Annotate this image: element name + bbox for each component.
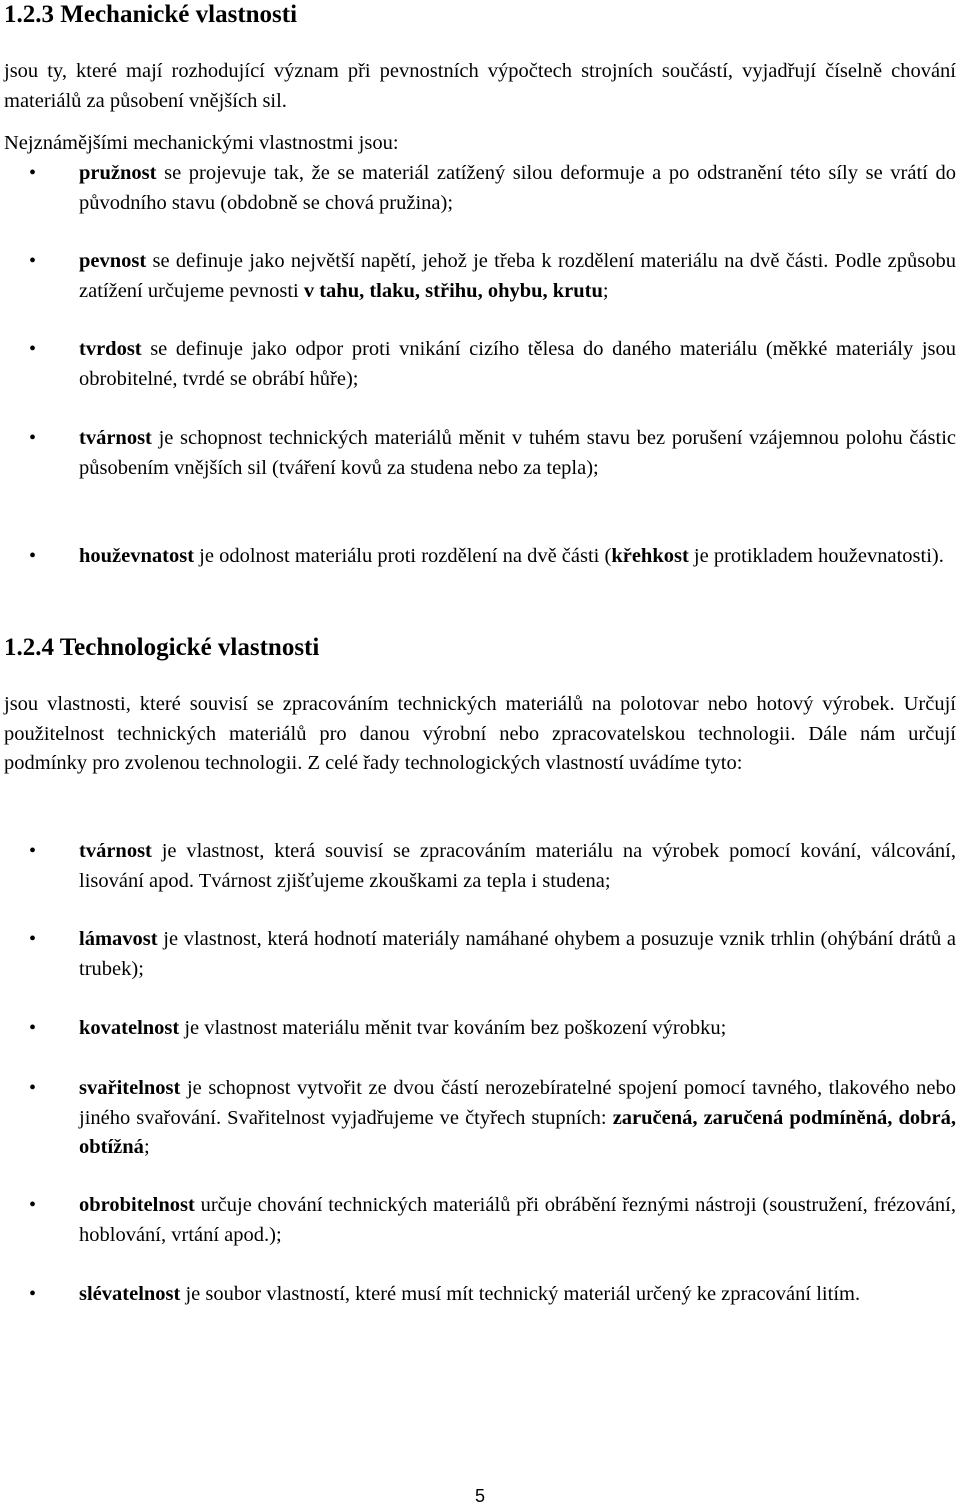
bullet-icon: •	[29, 162, 37, 184]
bullet-icon: •	[29, 840, 37, 862]
section-heading-mechanical: 1.2.3 Mechanické vlastnosti	[4, 1, 298, 28]
term: pružnost	[79, 162, 157, 184]
page-number: 5	[474, 1486, 485, 1506]
definition: je vlastnost, která hodnotí materiály namáhané ohybem a posuzuje vznik trhlin (ohýbání drátů a trubek);	[79, 928, 956, 980]
mechanical-lead: Nejznámějšími mechanickými vlastnostmi jsou:	[4, 132, 399, 154]
definition: je soubor vlastností, které musí mít technický materiál určený ke zpracování litím.	[180, 1283, 861, 1305]
bullet-icon: •	[29, 545, 37, 567]
definition: se projevuje tak, že se materiál zatížený silou deformuje a po odstranění této síly se vrátí do původního stavu (obdobně se chová pružina);	[79, 162, 956, 214]
mechanical-list-4	[4, 424, 956, 483]
brittleness-term: křehkost	[611, 545, 689, 567]
bullet-icon: •	[29, 1283, 37, 1305]
technological-list-2	[4, 925, 956, 984]
bullet-icon: •	[29, 928, 37, 950]
definition-tail: ;	[602, 279, 609, 302]
term: kovatelnost	[79, 1017, 180, 1039]
term: tvárnost	[79, 840, 152, 862]
mechanical-list	[4, 159, 956, 218]
mechanical-list-5	[4, 542, 956, 572]
list-item	[4, 1280, 956, 1310]
definition: je vlastnost materiálu měnit tvar kováním bez poškození výrobku;	[179, 1017, 727, 1039]
term: tvárnost	[79, 427, 152, 449]
mechanical-list-2	[4, 247, 956, 306]
definition: se definuje jako největší napětí, jehož je třeba k rozdělení materiálu na dvě části. Podle způsobu zatížení určujeme pevnosti	[79, 250, 956, 302]
definition: je odolnost materiálu proti rozdělení na dvě části (	[194, 545, 612, 567]
definition: je schopnost technických materiálů měnit v tuhém stavu bez porušení vzájemnou polohu částic působením vnějších sil (tváření kovů za studena nebo za tepla);	[79, 427, 956, 479]
list-item	[4, 335, 956, 394]
mechanical-intro: jsou ty, které mají rozhodující význam při pevnostních výpočtech strojních součástí, vyjadřují číselně chování materiálů za působení vnějších sil.	[4, 60, 956, 112]
list-item	[4, 542, 956, 572]
list-item	[4, 247, 956, 306]
definition: se definuje jako odpor proti vnikání cizího tělesa do daného materiálu (měkké materiály jsou obrobitelné, tvrdé se obrábí hůře);	[79, 338, 956, 390]
bullet-icon: •	[29, 1077, 37, 1099]
term: pevnost	[79, 250, 147, 272]
list-item	[4, 925, 956, 984]
technological-list-6	[4, 1280, 956, 1310]
list-item	[4, 1191, 956, 1250]
term: lámavost	[79, 928, 158, 950]
bullet-icon: •	[29, 427, 37, 449]
load-types: v tahu, tlaku, střihu, ohybu, krutu	[303, 279, 603, 302]
weldability-grades: zaručená, zaručená podmíněná, dobrá, obtížná	[79, 1106, 956, 1158]
term: tvrdost	[79, 338, 142, 360]
list-item	[4, 837, 956, 896]
bullet-icon: •	[29, 1017, 37, 1039]
term: obrobitelnost	[79, 1194, 195, 1216]
technological-intro: jsou vlastnosti, které souvisí se zpracováním technických materiálů na polotovar nebo hotový výrobek. Určují použitelnost technických materiálů pro danou výrobní nebo zpracovatelskou technologii. Dále nám určují podmínky pro zvolenou technologii. Z celé řady technologických vlastností uvádíme tyto:	[4, 693, 956, 774]
technological-list-4	[4, 1074, 956, 1163]
technological-list-1	[4, 837, 956, 896]
list-item	[4, 1014, 956, 1044]
definition: určuje chování technických materiálů při obrábění řeznými nástroji (soustružení, frézování, hoblování, vrtání apod.);	[79, 1194, 956, 1246]
list-item	[4, 159, 956, 218]
definition-tail: ;	[143, 1136, 150, 1158]
bullet-icon: •	[29, 250, 37, 272]
term: svařitelnost	[79, 1077, 181, 1099]
list-item	[4, 1074, 956, 1163]
term: houževnatost	[79, 545, 195, 567]
mechanical-list-3	[4, 335, 956, 394]
bullet-icon: •	[29, 338, 37, 360]
bullet-icon: •	[29, 1194, 37, 1216]
technological-list-5	[4, 1191, 956, 1250]
section-heading-technological: 1.2.4 Technologické vlastnosti	[4, 634, 320, 661]
definition: je vlastnost, která souvisí se zpracováním materiálu na výrobek pomocí kování, válcování, lisování apod. Tvárnost zjišťujeme zkouškami za tepla i studena;	[79, 840, 956, 892]
technological-list-3	[4, 1014, 956, 1044]
term: slévatelnost	[79, 1283, 181, 1305]
definition: je schopnost vytvořit ze dvou částí nerozebíratelné spojení pomocí tavného, tlakového nebo jiného svařování. Svařitelnost vyjadřujeme ve čtyřech stupních:	[79, 1077, 956, 1129]
list-item	[4, 424, 956, 483]
definition-tail: je protikladem houževnatosti).	[688, 545, 944, 567]
